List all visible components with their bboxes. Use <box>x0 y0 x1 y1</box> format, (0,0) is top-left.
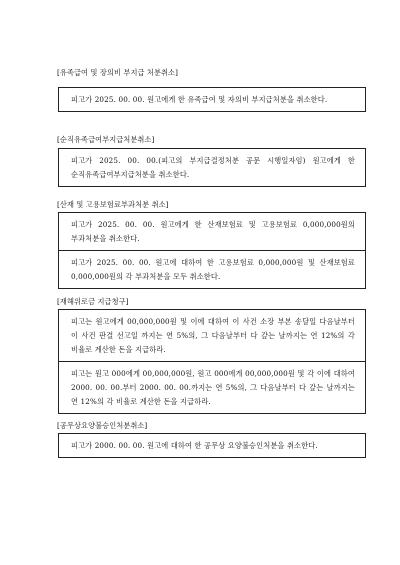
section-heading-disaster-consolation: [재해위로금 지급청구] <box>57 297 129 306</box>
section-box-insurance-premium <box>58 212 366 289</box>
ruling-text: 피고가 2025. 00. 00. 원고에게 한 유족급여 및 자의비 부지급처분을 취소한다. <box>71 95 328 104</box>
section-box-disaster-consolation <box>58 309 366 414</box>
section-box-survivor-benefits <box>58 87 366 112</box>
section-heading-duty-death-benefits: [순직유족급여부지급처분취소] <box>57 135 155 144</box>
section-box-duty-death-benefits <box>58 148 366 187</box>
ruling-text: 피고가 2000. 00. 00. 원고에 대하여 한 공무상 요양불승인처분을 취소한다. <box>71 441 318 450</box>
section-box-official-care <box>58 433 366 458</box>
ruling-text: 피고가 2025. 00. 00. 원고에게 한 산재보험료 및 고용보험료 0,000,000원의 부과처분을 취소한다. <box>71 220 355 243</box>
ruling-text: 피고가 2025. 00. 00.(피고의 부지급결정처분 공문 시행일자임) 원고에게 한 순직유족급여부지급처분을 취소한다. <box>71 156 355 179</box>
section-heading-official-care: [공무상요양불승인처분취소] <box>57 421 148 430</box>
ruling-text: 피고는 원고 000에게 00,000,000원, 원고 000에게 00,000,000원 및 각 이에 대하여 2000. 00. 00.부터 2000. 00. 00.까지는 연 5%의, 그 다음날부터 다 갚는 날까지는 연 12%의 각 비율로 계산한 돈을 지급하라. <box>59 361 365 413</box>
ruling-text: 피고가 2025. 00. 00. 원고에 대하여 한 고용보험료 0,000,000원 및 산재보험료 0,000,000원의 각 부과처분을 모두 취소한다. <box>59 250 365 288</box>
ruling-text: 피고는 원고에게 00,000,000원 및 이에 대하여 이 사건 소장 부본 송달일 다음날부터 이 사건 판결 선고일 까지는 연 5%의, 그 다음날부터 다 갚는 날까지는 연 12%의 각 비율로 계산한 돈을 지급하라. <box>71 317 355 354</box>
section-heading-survivor-benefits: [유족급여 및 장의비 부지급 처분취소] <box>57 68 178 77</box>
section-heading-insurance-premium: [산재 및 고용보험료부과처분 취소] <box>57 200 169 209</box>
